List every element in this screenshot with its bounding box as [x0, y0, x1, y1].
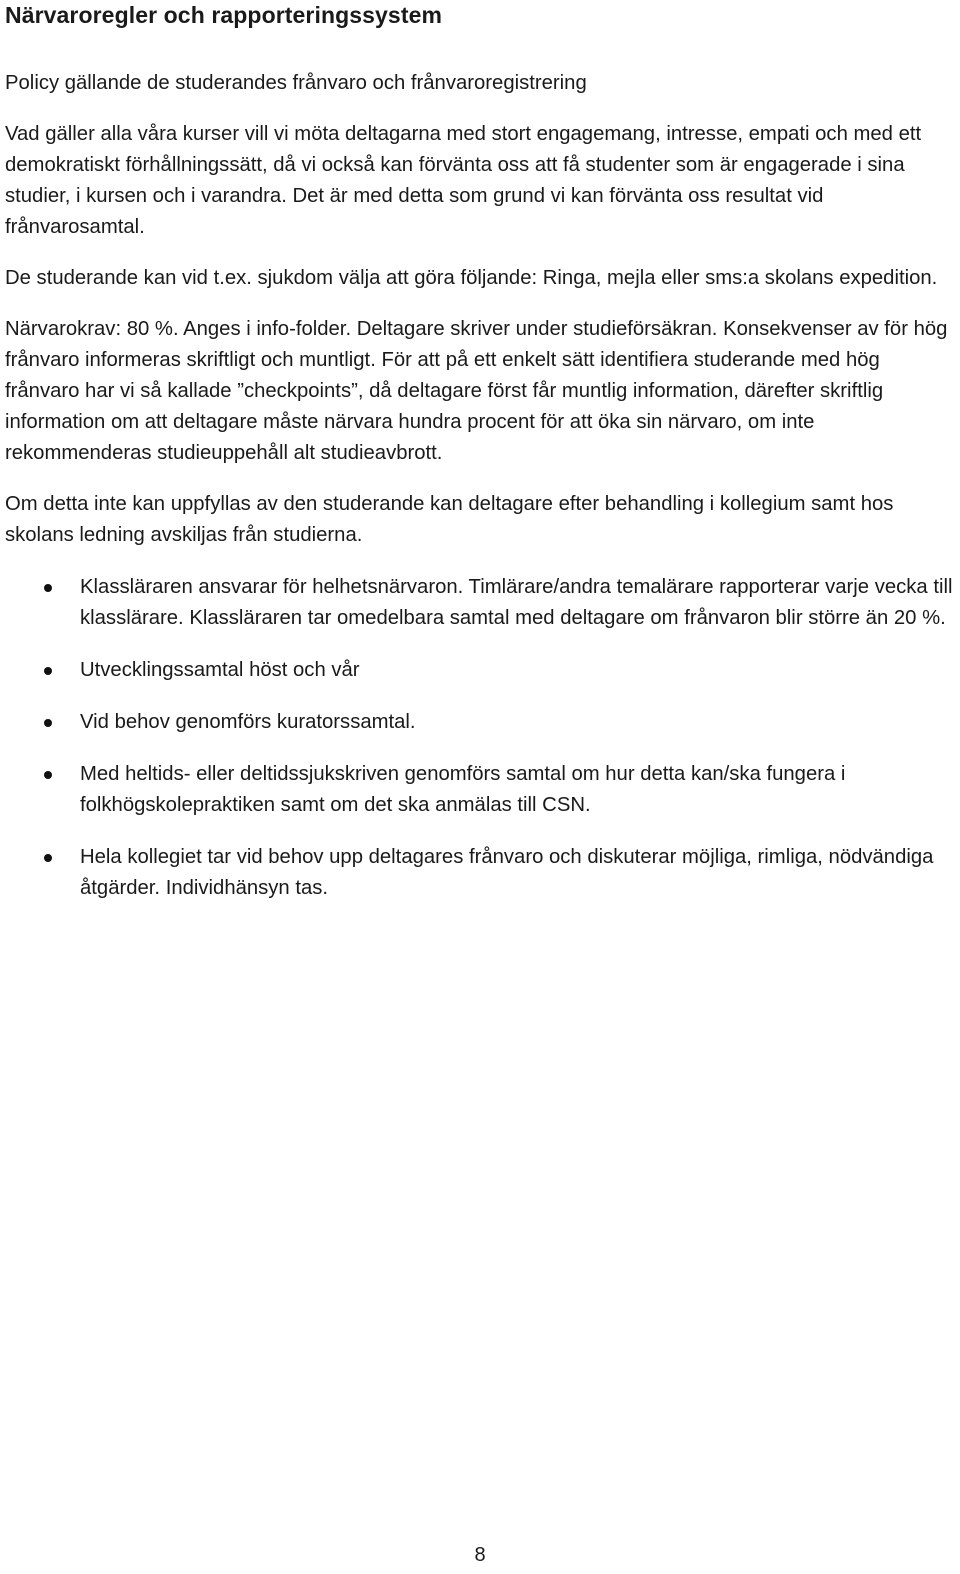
list-item-text: Vid behov genomförs kuratorssamtal. [80, 711, 416, 733]
bullet-icon [44, 719, 52, 727]
list-item [5, 842, 955, 904]
document-title: Närvaroregler och rapporteringssystem [5, 2, 443, 28]
requirements-paragraph: Närvarokrav: 80 %. Anges i info-folder. Deltagare skriver under studieförsäkran. Konsekvenser av för hög frånvaro informeras skriftligt och muntligt. För att på ett enkelt sätt identifiera studerande med hög frånvaro har vi så kallade ”checkpoints”, då deltagare först får muntlig information, därefter skriftlig information om att deltagare måste närvara hundra procent för att öka sin närvaro, om inte rekommenderas studieuppehåll alt studieavbrott. [5, 318, 948, 464]
bullet-icon [44, 771, 52, 779]
policy-subtitle: Policy gällande de studerandes frånvaro och frånvaroregistrering [5, 72, 587, 94]
list-item-text: Klassläraren ansvarar för helhetsnärvaron. Timlärare/andra temalärare rapporterar varje vecka till klasslärare. Klassläraren tar omedelbara samtal med deltagare om frånvaron blir större än 20 %. [80, 576, 953, 629]
bullet-icon [44, 584, 52, 592]
page-number: 8 [474, 1544, 486, 1566]
bullet-icon [44, 667, 52, 675]
document-body [5, 0, 955, 925]
list-item-text: Med heltids- eller deltidssjukskriven genomförs samtal om hur detta kan/ska fungera i folkhögskolepraktiken samt om det ska anmälas till CSN. [80, 763, 846, 816]
bullet-icon [44, 854, 52, 862]
list-item [5, 707, 955, 738]
intro-paragraph: Vad gäller alla våra kurser vill vi möta deltagarna med stort engagemang, intresse, empati och med ett demokratiskt förhållningssätt, då vi också kan förvänta oss att få studenter som är engagerade i sina studier, i kursen och i varandra. Det är med detta som grund vi kan förvänta oss resultat vid frånvarosamtal. [5, 123, 922, 238]
list-item-text: Hela kollegiet tar vid behov upp deltagares frånvaro och diskuterar möjliga, rimliga, nödvändiga åtgärder. Individhänsyn tas. [80, 846, 934, 899]
followup-paragraph: Om detta inte kan uppfyllas av den studerande kan deltagare efter behandling i kollegium samt hos skolans ledning avskiljas från studierna. [5, 493, 894, 546]
list-item [5, 572, 955, 634]
responsibility-list [5, 572, 955, 904]
list-item [5, 759, 955, 821]
students-paragraph: De studerande kan vid t.ex. sjukdom välja att göra följande: Ringa, mejla eller sms:a skolans expedition. [5, 267, 938, 289]
list-item-text: Utvecklingssamtal höst och vår [80, 659, 360, 681]
list-item [5, 655, 955, 686]
